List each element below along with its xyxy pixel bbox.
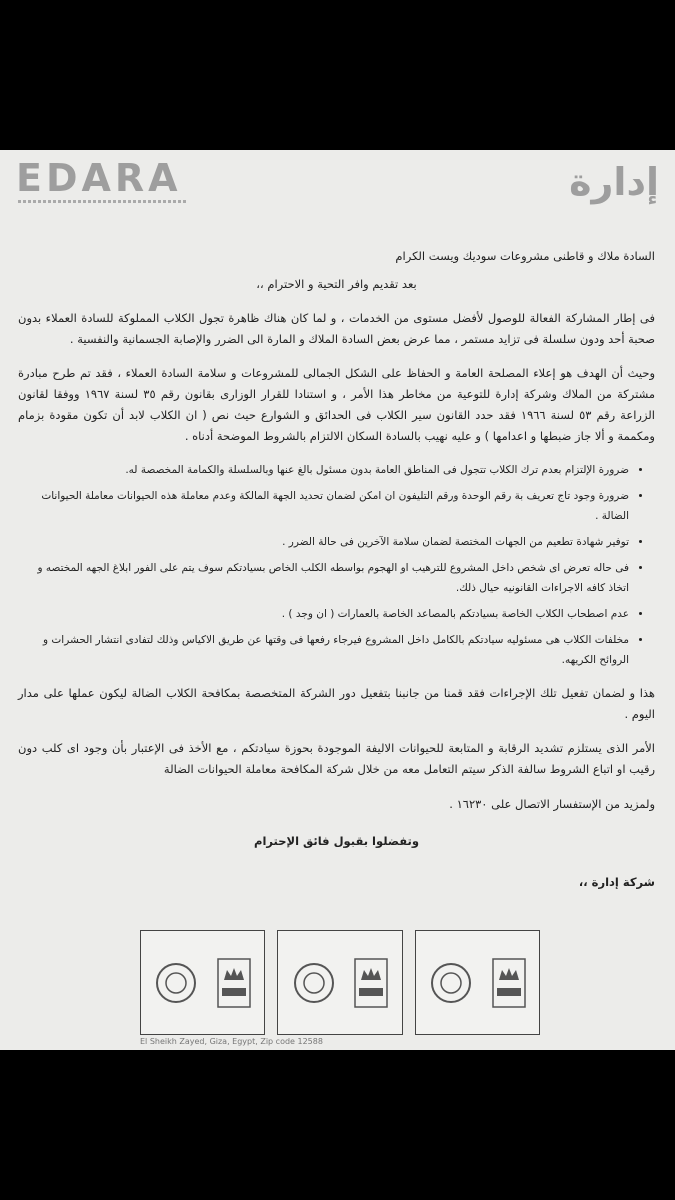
cert-badge <box>140 930 265 1035</box>
cert-badge <box>415 930 540 1035</box>
closing: وتفضلوا بقبول فائق الإحترام <box>254 834 419 848</box>
inquiry-line: ولمزيد من الإستفسار الاتصال على ١٦٢٣٠ . <box>449 797 655 811</box>
edara-logo-arabic: إدارة <box>569 160 659 204</box>
ukas-crown-icon <box>217 958 251 1008</box>
paragraph-enforcement: هذا و لضمان تفعيل تلك الإجراءات فقد قمنا من جانبنا بتفعيل دور الشركة المتخصصة بمكافحة الكلاب الضالة ليكون عملها على مدار اليوم . <box>18 686 655 721</box>
list-item: • ضرورة وجود تاج تعريف بة رقم الوحدة ورقم التليفون ان امكن لضمان تحديد الجهة المالكة وعدم معاملة هذه الحيوانات معاملة الحيوانات الضالة . <box>18 486 629 526</box>
certification-logos <box>140 930 540 1035</box>
signature: شركة إدارة ،، <box>578 875 655 889</box>
logo-underline <box>18 200 188 203</box>
letter-body <box>18 246 655 893</box>
cert-badge <box>277 930 402 1035</box>
certification-seal-icon <box>292 961 336 1005</box>
paragraph-warning: الأمر الذى يستلزم تشديد الرقابة و المتابعة للحيوانات الاليفة الموجودة بحوزة سيادتكم ، مع الأخذ فى الإعتبار بأن وجود اى كلب دون رقيب او اتباع الشروط سالفة الذكر سيتم التعامل معه من خلال شركة المكافحة معاملة الحيوانات الضالة <box>18 741 655 776</box>
paragraph-intro: فى إطار المشاركة الفعالة للوصول لأفضل مستوى من الخدمات ، و لما كان هناك ظاهرة تجول الكلاب المملوكة للسادة العملاء بدون صحبة أحد ودون سلسلة فى تزايد مستمر ، مما عرض بعض السادة الملاك و المارة الى الضرر والإصابة الجسمانية والنفسية . <box>18 311 655 346</box>
salutation: السادة ملاك و قاطنى مشروعات سوديك ويست الكرام <box>395 249 655 263</box>
list-item: • عدم اصطحاب الكلاب الخاصة بسيادتكم بالمصاعد الخاصة بالعمارات ( ان وجد ) . <box>18 604 629 624</box>
greeting: بعد تقديم وافر التحية و الاحترام ،، <box>256 277 417 291</box>
list-item: • فى حاله تعرض اى شخص داخل المشروع للترهيب او الهجوم بواسطه الكلب الخاص بسيادتكم سوف يتم على الفور ابلاغ الجهه المختصه و اتخاذ كافه الاجراءات القانونيه حيال ذلك. <box>18 558 629 598</box>
edara-logo-english: EDARA <box>16 156 182 200</box>
certification-seal-icon <box>154 961 198 1005</box>
list-item: • ضرورة الإلتزام بعدم ترك الكلاب تتجول فى المناطق العامة بدون مسئول بالغ عنها وبالسلسلة والكمامة المخصصة له. <box>18 460 629 480</box>
certification-seal-icon <box>429 961 473 1005</box>
list-item: • توفير شهادة تطعيم من الجهات المختصة لضمان سلامة الآخرين فى حالة الضرر . <box>18 532 629 552</box>
letter-paper <box>0 150 675 1050</box>
ukas-crown-icon <box>492 958 526 1008</box>
ukas-crown-icon <box>354 958 388 1008</box>
conditions-list <box>18 460 655 670</box>
footer-address: El Sheikh Zayed, Giza, Egypt, Zip code 12588 <box>140 1037 323 1046</box>
list-item: • مخلفات الكلاب هى مسئوليه سيادتكم بالكامل داخل المشروع فيرجاء رفعها فى وقتها عن طريق الاكياس وذلك لتفادى انتشار الحشرات و الروائح الكريهه. <box>18 630 629 670</box>
paragraph-legal: وحيث أن الهدف هو إعلاء المصلحة العامة و الحفاظ على الشكل الجمالى للمشروعات و سلامة السادة العملاء ، فقد تم طرح مبادرة مشتركة من الملاك وشركة إدارة للتوعية من مخاطر هذا الأمر ، و استنادا للقرار الوزارى بقانون رقم ٣٥ لسنة ١٩٦٧ ووفقا لقانون الزراعة رقم ٥٣ لسنة ١٩٦٦ فقد حدد القانون سير الكلاب فى الحدائق و الشوارع حيث نص ( ان الكلاب لابد أن تكون مقودة بزمام ومكممة و ألا جاز ضبطها و اعدامها ) و عليه نهيب بالسادة السكان الالتزام بالشروط الموضحة أدناه . <box>18 366 656 443</box>
